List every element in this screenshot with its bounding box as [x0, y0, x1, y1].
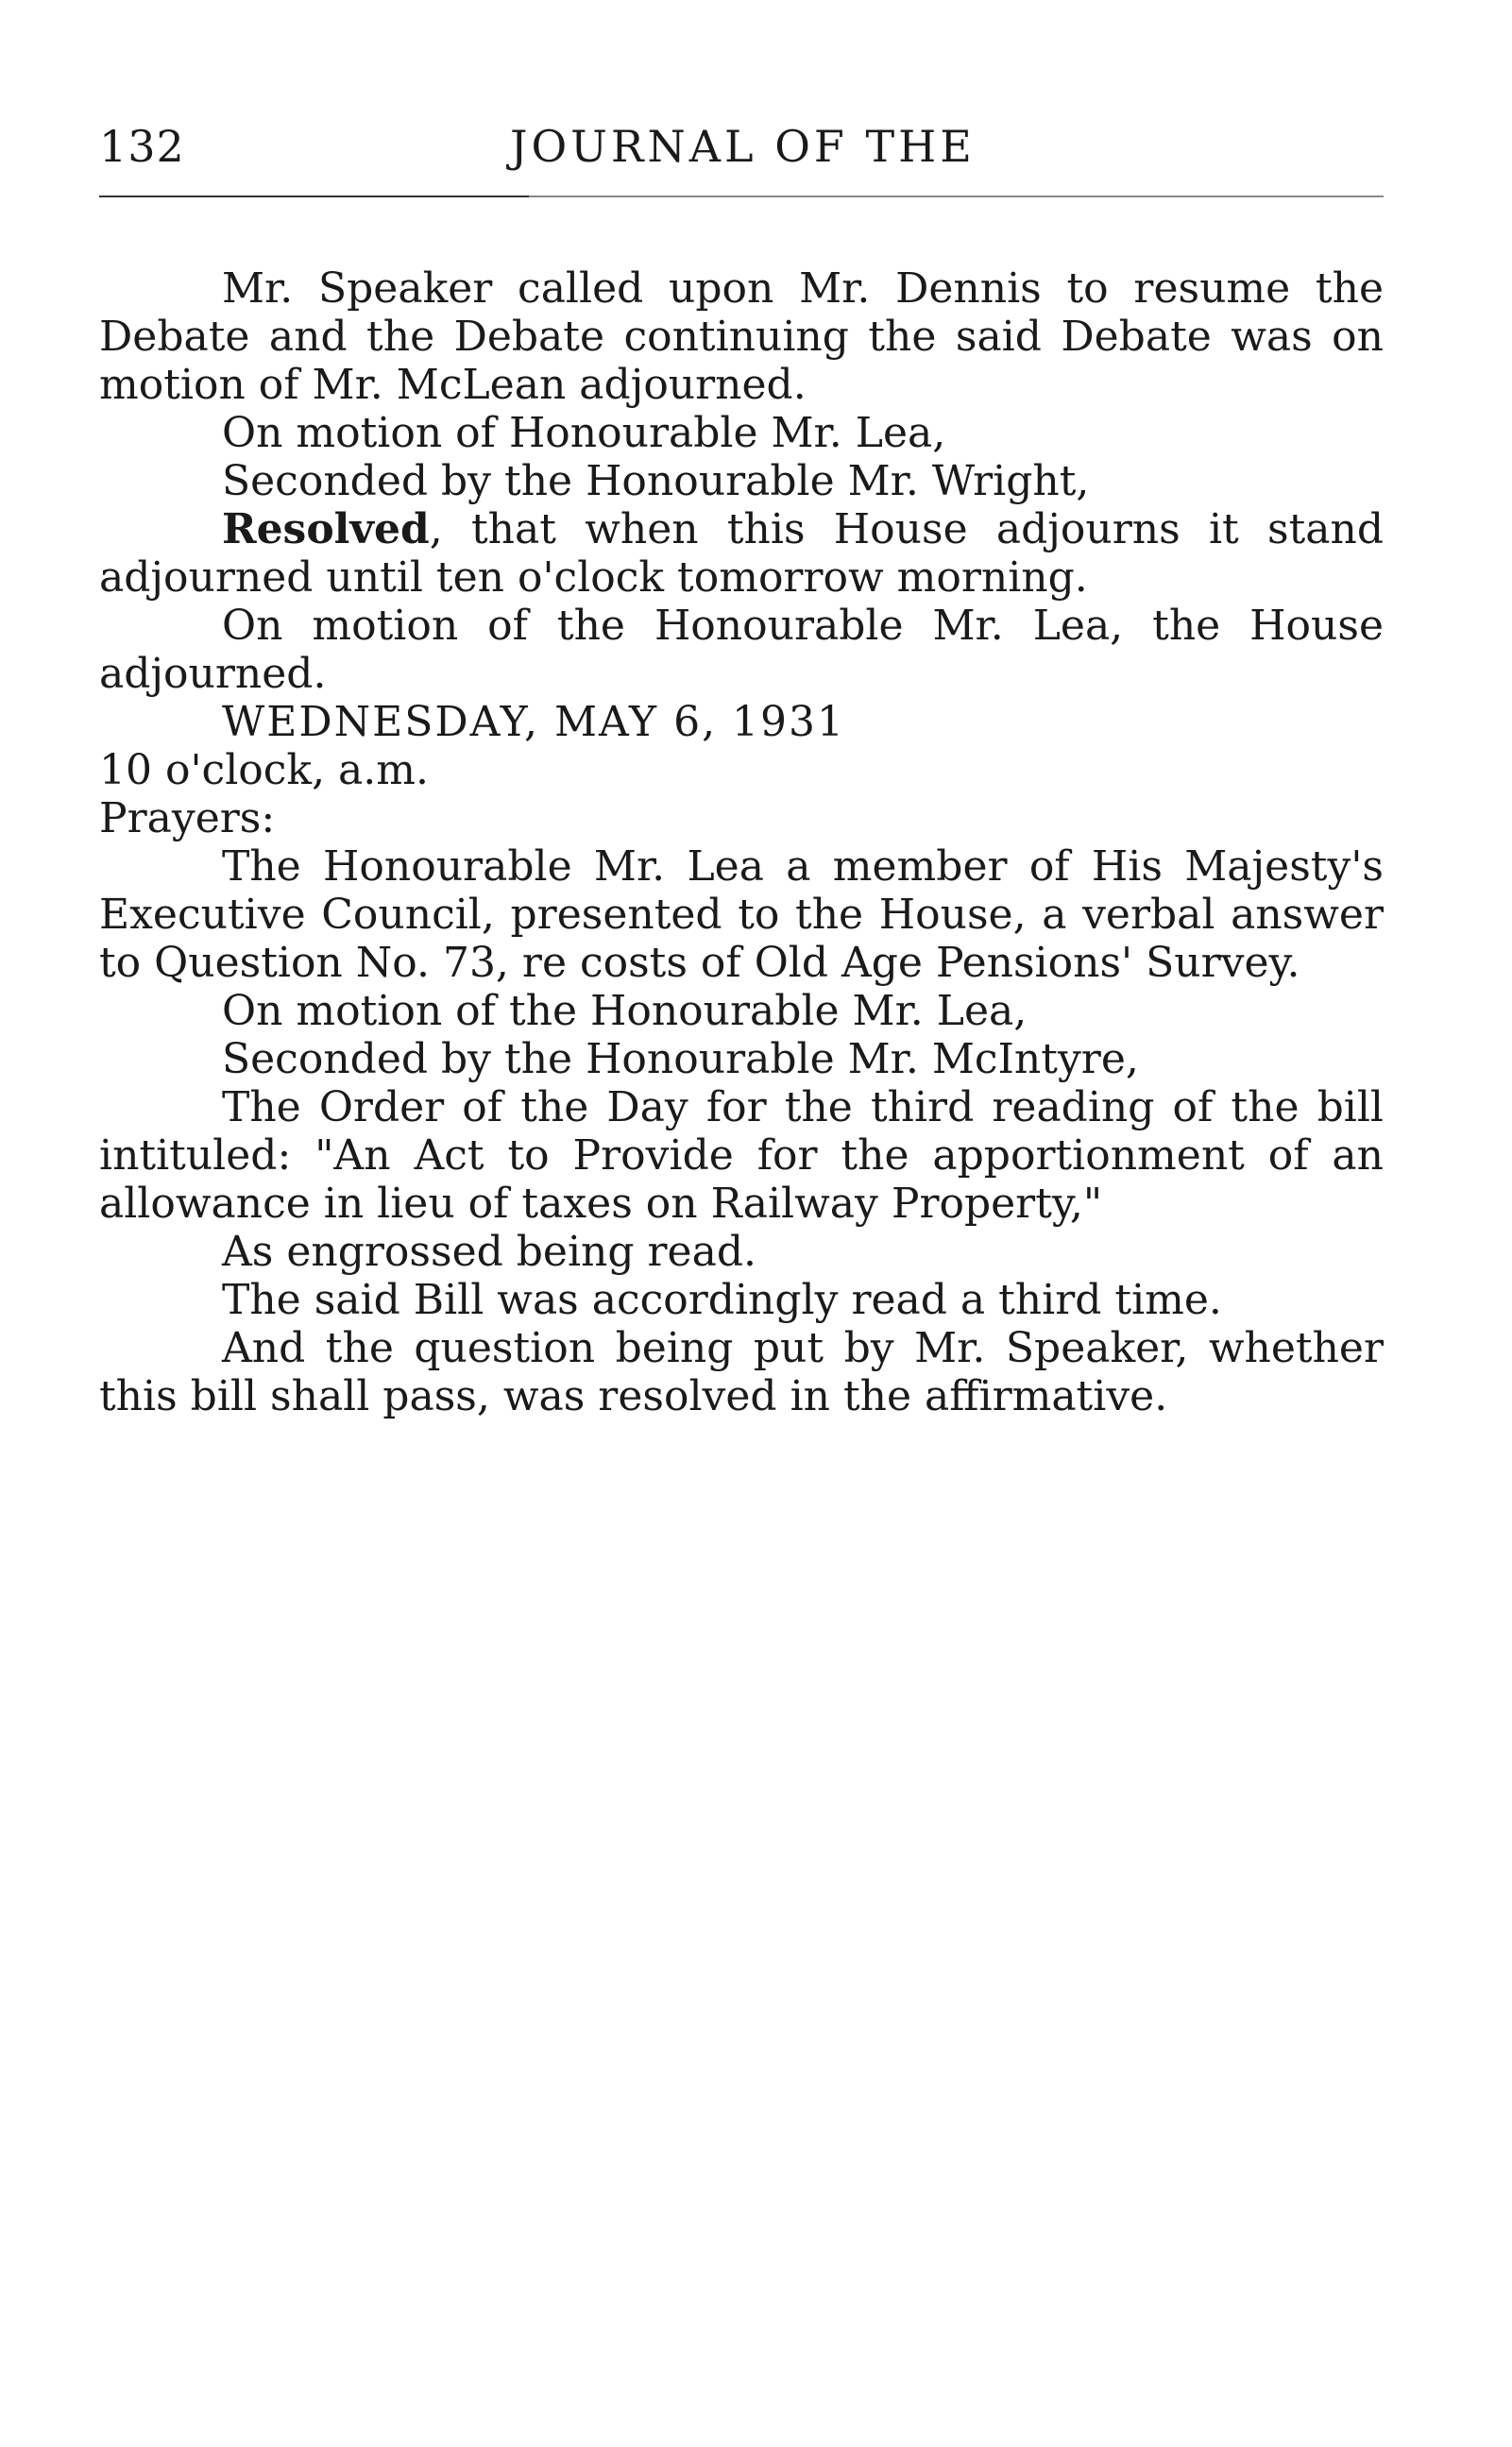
- date-heading: WEDNESDAY, MAY 6, 1931: [222, 698, 846, 746]
- paragraph-seconded-wright: Seconded by the Honourable Mr. Wright,: [222, 457, 1090, 505]
- page-header: [99, 121, 1384, 187]
- paragraph-adjourned: On motion of the Honourable Mr. Lea, the House adjourned.: [99, 602, 1384, 698]
- resolved-label: Resolved: [222, 505, 430, 553]
- paragraph-resolved: [99, 505, 1384, 602]
- paragraph-debate: Mr. Speaker called upon Mr. Dennis to resume the Debate and the Debate continuing the said Debate was on motion of Mr. McLean adjourned.: [99, 264, 1384, 409]
- paragraph-seconded-mcintyre: Seconded by the Honourable Mr. McIntyre,: [222, 1035, 1139, 1083]
- prayers-label: Prayers:: [99, 794, 276, 842]
- paragraph-verbal-answer: The Honourable Mr. Lea a member of His Majesty's Executive Council, presented to the House, a verbal answer to Question No. 73, re costs of Old Age Pensions' Survey.: [99, 842, 1384, 987]
- journal-body: [99, 264, 1384, 1420]
- paragraph-motion-lea: On motion of Honourable Mr. Lea,: [222, 409, 946, 457]
- header-rule-right: [529, 195, 1384, 197]
- paragraph-order-of-day: The Order of the Day for the third reading of the bill intituled: "An Act to Provide for the apportionment of an allowance in lieu of taxes on Railway Property,": [99, 1083, 1384, 1228]
- page-number: 132: [99, 121, 185, 172]
- paragraph-question-put: And the question being put by Mr. Speaker, whether this bill shall pass, was resolved in the affirmative.: [99, 1324, 1384, 1420]
- paragraph-motion-lea-2: On motion of the Honourable Mr. Lea,: [222, 987, 1028, 1035]
- resolved-text: , that when this House adjourns it stand adjourned until ten o'clock tomorrow morning.: [99, 505, 1384, 602]
- time-line: 10 o'clock, a.m.: [99, 746, 429, 794]
- paragraph-engrossed: As engrossed being read.: [222, 1228, 756, 1276]
- running-head: JOURNAL OF THE: [510, 121, 976, 172]
- paragraph-third-reading: The said Bill was accordingly read a third time.: [222, 1276, 1222, 1324]
